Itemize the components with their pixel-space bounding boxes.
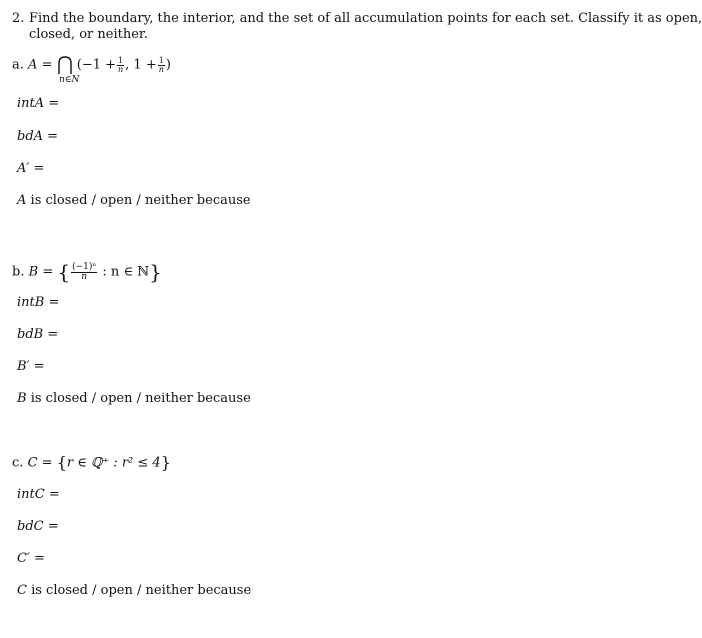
part-c-left-brace: {	[56, 453, 67, 472]
part-b-boundary: bdB =	[17, 327, 59, 342]
part-c-set-body: r ∈ ℚ⁺ : r² ≤ 4	[66, 455, 161, 471]
part-b-accumulation: B′ =	[17, 359, 45, 374]
part-a-interval-mid: , 1 +	[125, 57, 157, 73]
part-b-classify-set: B	[17, 391, 27, 406]
part-b-definition	[12, 262, 162, 282]
part-a-label: a.	[12, 57, 24, 73]
part-b-left-brace: {	[57, 260, 71, 284]
part-c-classify-text: is closed / open / neither because	[31, 583, 252, 598]
part-a-fraction-1: $\frac{1}{n}$	[118, 55, 124, 74]
part-c-accumulation: C′ =	[17, 551, 45, 566]
part-c-set-name: C	[27, 455, 38, 471]
instructions-line-1: Find the boundary, the interior, and the set of all accumulation points for each set. Classify it as open,	[29, 11, 702, 26]
part-a-classify-text: is closed / open / neither because	[30, 193, 251, 208]
part-c-boundary: bdC =	[17, 519, 59, 534]
part-a-definition	[12, 56, 171, 74]
part-b-condition: : n ∈ ℕ	[102, 264, 150, 280]
part-b-fraction: $\frac{\text{(−1)ⁿ}}{n}$	[72, 261, 97, 282]
part-a-interval-close: )	[165, 57, 171, 73]
part-b-equals: =	[42, 264, 54, 280]
part-b-classify-text: is closed / open / neither because	[30, 391, 251, 406]
part-c-equals: =	[41, 455, 53, 471]
intersection-index: n∈N	[59, 75, 80, 85]
part-c-interior: intC =	[17, 487, 60, 502]
part-a-accumulation: A′ =	[17, 161, 45, 176]
part-a-classification	[17, 194, 251, 207]
part-a-interval-open: (−1 +	[76, 57, 117, 73]
part-a-classify-set: A	[17, 193, 27, 208]
part-b-interior: intB =	[17, 295, 60, 310]
part-c-classify-set: C	[17, 583, 27, 598]
problem-number: 2.	[12, 11, 25, 26]
part-a-interior: intA =	[17, 96, 60, 111]
part-a-equals: =	[41, 57, 53, 73]
part-b-classification	[17, 392, 251, 405]
part-c-definition	[12, 455, 171, 471]
part-c-classification	[17, 584, 251, 597]
part-b-label: b.	[12, 264, 25, 280]
part-a-boundary: bdA =	[17, 129, 59, 144]
part-a-set-name: A	[28, 57, 38, 73]
intersection-symbol	[57, 56, 73, 74]
part-a-fraction-2: $\frac{1}{n}$	[158, 55, 164, 74]
part-b-right-brace: }	[149, 260, 162, 284]
part-b-set-name: B	[28, 264, 39, 280]
instructions-line-2: closed, or neither.	[29, 27, 148, 42]
part-c-right-brace: }	[160, 453, 171, 472]
part-c-label: c.	[12, 455, 24, 471]
